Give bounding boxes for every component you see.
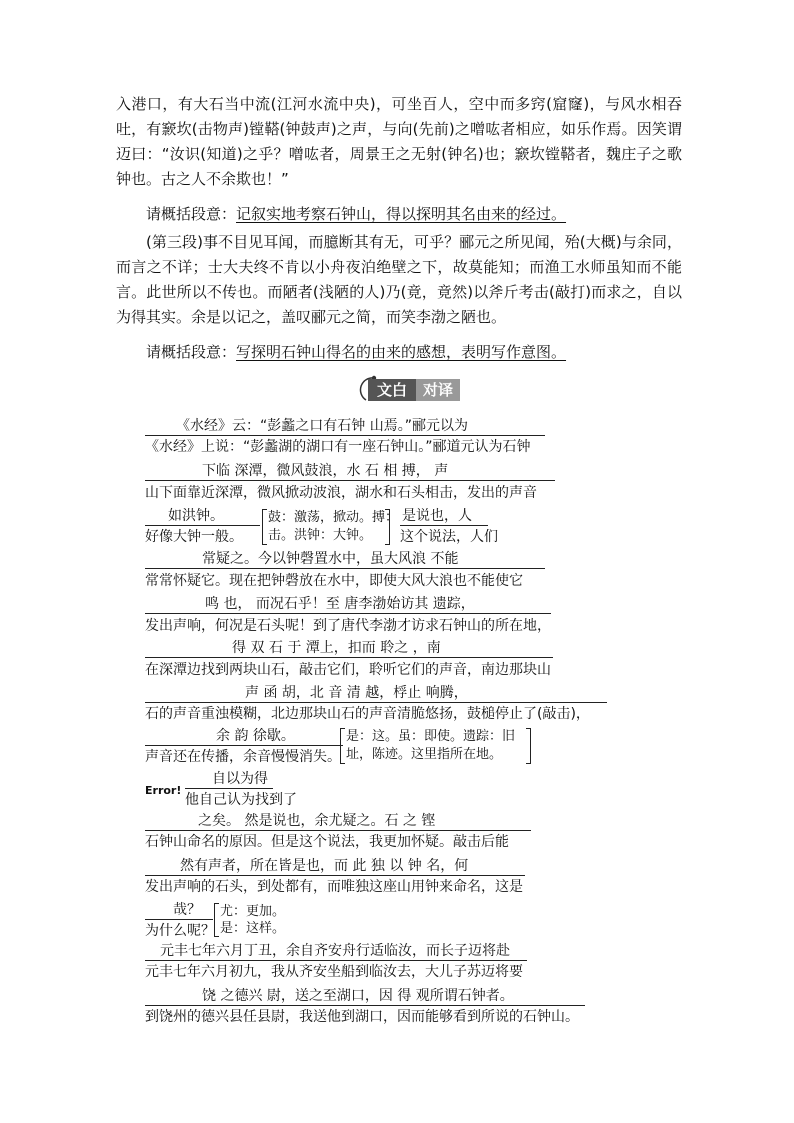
classical-line: 声 函 胡，北 音 清 越，桴止 响腾， <box>245 685 468 701</box>
modern-line: 他自己认为找到了 <box>185 792 297 808</box>
banner-right: 对译 <box>416 379 460 401</box>
note-bracket <box>214 903 219 937</box>
classical-line: 之矣。 然是说也，余尤疑之。石 之 铿 <box>198 813 436 829</box>
note-bracket <box>385 509 390 545</box>
modern-line: 山下面靠近深潭，微风掀动波浪，湖水和石头相击，发出的声音 <box>145 485 537 501</box>
annotation: 尤：更加。 <box>220 904 286 919</box>
classical-line: 然有声者，所在皆是也，而 此 独 以 钟 名，何 <box>180 858 469 874</box>
line-rule <box>145 702 607 703</box>
note-bracket <box>262 509 267 545</box>
modern-line: 好像大钟一般。 <box>145 529 243 545</box>
classical-line: 得 双 石 于 潭上，扣而 聆之 ，南 <box>232 640 441 656</box>
line-rule <box>145 568 545 569</box>
classical-line: 自以为得 <box>212 771 268 787</box>
line-rule <box>145 875 525 876</box>
paragraph-2-end: 入港口，有大石当中流(江河水流中央)，可坐百人，空中而多窍(窟窿)，与风水相吞吐，有窾坎(击物声)镗鞳(钟鼓声)之声，与向(先前)之噌吰者相应，如乐作焉。因笑谓迈曰：“汝识(知道)之乎？噌吰者，周景王之无射(钟名)也；窾坎镗鞳者，魏庄子之歌钟也。古之人不余欺也！” <box>116 95 682 188</box>
banner-left: 文白 <box>368 379 416 401</box>
modern-line: 石的声音重浊模糊，北边那块山石的声音清脆悠扬，鼓槌停止了(敲击)， <box>145 706 590 722</box>
line-rule <box>145 613 551 614</box>
line-rule <box>145 745 343 746</box>
modern-line: 这个说法，人们 <box>400 529 498 545</box>
line-rule <box>145 525 260 526</box>
classical-line: 余 韵 徐歇。 <box>216 728 295 744</box>
modern-line: 在深潭边找到两块山石，敲击它们，聆听它们的声音，南边那块山 <box>145 662 551 678</box>
classical-line: 常疑之。今以钟磬置水中，虽大风浪 不能 <box>202 551 459 567</box>
line-rule <box>145 1005 585 1006</box>
line-rule <box>145 480 555 481</box>
question-answer: 写探明石钟山得名的由来的感想，表明写作意图。 <box>236 343 567 361</box>
summary-question-1 <box>116 202 682 227</box>
note-bracket <box>340 728 345 764</box>
modern-line: 常常怀疑它。现在把钟磬放在水中，即使大风大浪也不能使它 <box>145 573 523 589</box>
annotation: 址，陈迹。这里指所在地。 <box>346 747 503 762</box>
line-rule <box>145 919 213 920</box>
note-bracket <box>526 728 531 764</box>
question-label: 请概括段意： <box>146 205 237 223</box>
modern-line: 声音还在传播，余音慢慢消失。 <box>145 749 341 765</box>
classical-line: 饶 之德兴 尉，送之至湖口，因 得 观所谓石钟者。 <box>202 988 514 1004</box>
classical-line: 下临 深潭，微风鼓浪，水 石 相 搏， 声 <box>202 463 449 479</box>
classical-line: 哉？ <box>173 902 201 918</box>
modern-line: 发出声响，何况是石头呢！到了唐代李渤才访求石钟山的所在地， <box>145 618 551 634</box>
classical-line: 鸣 也， 而况石乎！至 唐李渤始访其 遗踪， <box>205 596 475 612</box>
classical-line: 是说也，人 <box>402 508 472 524</box>
annotation: 鼓：激荡，掀动。搏： <box>268 510 399 525</box>
annotation: 击。洪钟：大钟。 <box>268 528 373 543</box>
line-rule <box>145 657 553 658</box>
question-answer: 记叙实地考察石钟山，得以探明其名由来的经过。 <box>236 205 567 223</box>
annotation: 是：这样。 <box>220 921 286 936</box>
modern-line: 到饶州的德兴县任县尉，我送他到湖口，因而能够看到所说的石钟山。 <box>145 1009 579 1025</box>
question-label: 请概括段意： <box>146 343 237 361</box>
classical-line: 如洪钟。 <box>168 508 224 524</box>
paragraph-3: (第三段)事不目见耳闻，而臆断其有无，可乎？郦元之所见闻，殆(大概)与余同，而言之不详；士大夫终不肯以小舟夜泊绝壁之下，故莫能知；而渔工水师虽知而不能言。此世所以不传也。而陋者(浅陋的人)乃(竟，竟然)以斧斤考击(敲打)而求之，自以为得其实。余是以记之，盖叹郦元之简，而笑李渤之陋也。 <box>116 233 682 326</box>
annotation: 是：这。虽：即使。遗踪：旧 <box>346 729 516 744</box>
modern-line: 《水经》上说：“彭蠡湖的湖口有一座石钟山。”郦道元认为石钟 <box>145 439 531 455</box>
modern-line: 石钟山命名的原因。但是这个说法，我更加怀疑。敲击后能 <box>145 834 509 850</box>
section-banner <box>358 374 462 404</box>
line-rule <box>145 435 545 436</box>
modern-line: 为什么呢？ <box>145 923 215 939</box>
line-rule <box>145 830 531 831</box>
classical-line: 《水经》云：“彭蠡之口有石钟 山焉。”郦元以为 <box>176 418 468 434</box>
line-rule <box>145 960 527 961</box>
modern-line: 元丰七年六月初九，我从齐安坐船到临汝去，大儿子苏迈将要 <box>145 964 523 980</box>
classical-line: 元丰七年六月丁丑，余自齐安舟行适临汝，而长子迈将赴 <box>160 943 510 959</box>
line-rule <box>185 788 273 789</box>
error-label: Error! <box>145 784 182 797</box>
summary-question-2 <box>116 340 682 365</box>
modern-line: 发出声响的石头，到处都有，而唯独这座山用钟来命名，这是 <box>145 879 523 895</box>
line-rule <box>400 525 488 526</box>
